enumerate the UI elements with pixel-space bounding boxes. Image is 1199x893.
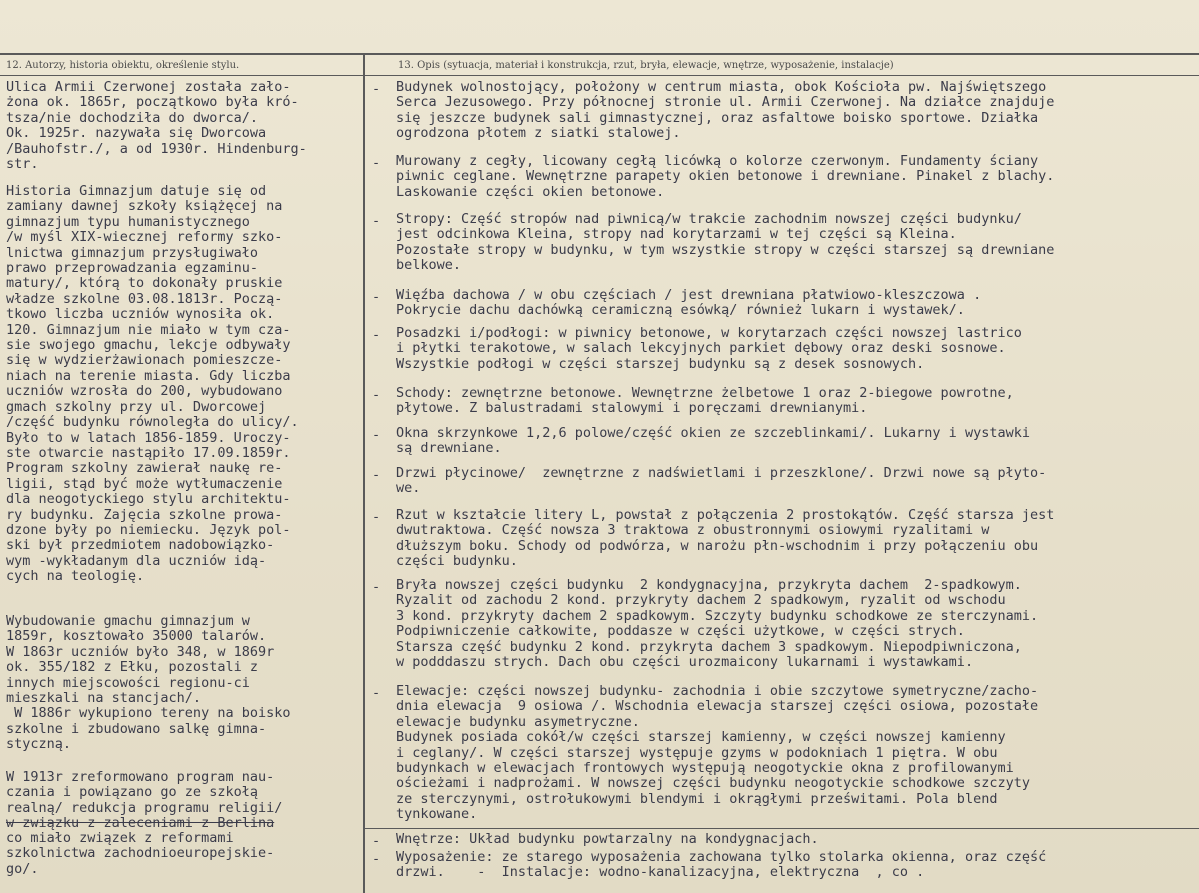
history-gymnasium-paragraph: Historia Gimnazjum datuje się od zamiany dawnej szkoły książęcej na gimnazjum typu humanistycznego /w myśl XIX-wiecznej reformy szko- lnictwa gimnazjum przysługiwało prawo przeprowadzania egzaminu- matury/, którą to dokonały pruskie władze szkolne 03.08.1813r. Począ- tkowo liczba uczniów wynosiła ok. 120. Gimnazjum nie miało w tym cza- sie swojego gmachu, lekcje odbywały się w wydzierżawionach pomieszcze- niach na terenie miasta. Gdy liczba uczniów wzrosła do 200, wybudowano gmach szkolny przy ul. Dworcowej /część budynku równoległa do ulicy/. Było to w latach 1856-1859. Uroczy- ste otwarcie nastąpiło 17.09.1859r. Program szkolny zawierał naukę re- ligii, stąd być może wytłumaczenie dla neogotyckiego stylu architektu- ry budynku. Zajęcia szkolne prowa- dzone były po niemiecku. Język pol- ski był przedmiotem nadobowiązko- wym -wykładanym dla uczniów idą- cych na teologię. [6,183,299,585]
bottom-rule [365,828,1199,829]
bullet-dash: - [372,213,381,229]
description-location: Budynek wolnostojący, położony w centrum miasta, obok Kościoła pw. Najświętszego Serca Jezusowego. Przy północnej stronie ul. Armii Czerwonej. Na działce znajduje się jeszcze budynek sali gimnastycznej, oraz asfaltowe boisko sportowe. Działka ogrodzona płotem z siatki stalowej. [396,79,1055,142]
description-interior: Wnętrze: Układ budynku powtarzalny na kondygnacjach. [396,831,819,847]
history-reform-paragraph: W 1913r zreformowano program nau- czania i powiązano go ze szkołą realną/ redukcja programu religii/ [6,769,283,816]
bullet-dash: - [372,467,381,483]
right-column-header: 13. Opis (sytuacja, materiał i konstrukcja, rzut, bryła, elewacje, wnętrze, wyposażenie, instalacje) [398,60,894,71]
description-massing: Bryła nowszej części budynku 2 kondygnacyjna, przykryta dachem 2-spadkowym. Ryzalit od zachodu 2 kond. przykryty dachem 2 spadkowym, ryzalit od wschodu 3 kond. przykryty dachem 2 spadkowym. Szczyty budynku schodkowe ze sterczynami. Podpiwniczenie całkowite, poddasze w części użytkowe, w części strych. Starsza część budynku 2 kond. przykryta dachem 3 spadkowym. Niepodpiwniczona, w podddaszu strych. Dach obu części urozmaicony lukarnami i wystawkami. [396,577,1039,671]
description-ceilings: Stropy: Część stropów nad piwnicą/w trakcie zachodnim nowszej części budynku/ jest odcinkowa Kleina, stropy nad korytarzami w tej części są Kleina. Pozostałe stropy w budynku, w tym wszystkie stropy w części starszej są drewniane belkowe. [396,211,1055,274]
bullet-dash: - [372,289,381,305]
description-roof: Więźba dachowa / w obu częściach / jest drewniana płatwiowo-kleszczowa . Pokrycie dachu dachówką ceramiczną esówką/ również lukarn i wystawek/. [396,287,982,319]
history-street-paragraph: Ulica Armii Czerwonej została zało- żona ok. 1865r, początkowo była kró- tsza/nie dochodziła do dworca/. Ok. 1925r. nazywała się Dworcowa /Bauhofstr./, a od 1930r. Hindenburg- str. [6,79,307,173]
bullet-dash: - [372,387,381,403]
bullet-dash: - [372,327,381,343]
bullet-dash: - [372,833,381,849]
description-fittings-installations: Wyposażenie: ze starego wyposażenia zachowana tylko stolarka okienna, oraz część drzwi. - Instalacje: wodno-kanalizacyjna, elektryczna , co . [396,849,1047,881]
description-floors: Posadzki i/podłogi: w piwnicy betonowe, w korytarzach części nowszej lastrico i płytki terakotowe, w salach lekcyjnych parkiet dębowy oraz deski sosnowe. Wszystkie podłogi w części starszej budynku są z desek sosnowych. [396,325,1022,372]
bullet-dash: - [372,579,381,595]
bullet-dash: - [372,685,381,701]
column-divider [363,55,365,893]
description-materials: Murowany z cegły, licowany cegłą licówką o kolorze czerwonym. Fundamenty ściany piwnic ceglane. Wewnętrzne parapety okien betonowe i drewniane. Pinakel z blachy. Laskowanie części okien betonowe. [396,153,1055,200]
header-rule [0,75,1199,76]
description-stairs: Schody: zewnętrzne betonowe. Wewnętrzne żelbetowe 1 oraz 2-biegowe powrotne, płytowe. Z balustradami stalowymi i poręczami drewnianymi. [396,385,1014,417]
left-column-header: 12. Autorzy, historia obiektu, określenie stylu. [6,60,240,71]
history-building-paragraph: Wybudowanie gmachu gimnazjum w 1859r, kosztowało 35000 talarów. W 1863r uczniów było 348, w 1869r ok. 355/182 z Ełku, pozostali z innych miejscowości regionu-ci mieszkali na stancjach/. W 1886r wykupiono tereny na boisko szkolne i zbudowano salkę gimna- styczną. [6,613,291,753]
description-windows: Okna skrzynkowe 1,2,6 polowe/część okien ze szczeblinkami/. Lukarny i wystawki są drewniane. [396,425,1030,457]
bullet-dash: - [372,851,381,867]
description-elevations: Elewacje: części nowszej budynku- zachodnia i obie szczytowe symetryczne/zacho- dnia elewacja 9 osiowa /. Wschodnia elewacja starszej części osiowa, pozostałe elewacje budynku asymetryczne. Budynek posiada cokół/w części starszej kamienny, w części nowszej kamienny i ceglany/. W części starszej występuje gzyms w podokniach 1 piętra. W obu budynkach w elewacjach frontowych występują neogotyckie okna z profilowanymi ościeżami i nadprożami. W nowszej części budynku neogotyckie schodkowe szczyty ze sterczynymi, ostrołukowymi blendymi i okrągłymi prześwitami. Pola blend tynkowane. [396,683,1039,823]
history-struck-line: w związku z zaleceniami z Berlina [6,815,275,831]
bullet-dash: - [372,81,381,97]
description-doors: Drzwi płycinowe/ zewnętrzne z nadświetlami i przeszklone/. Drzwi nowe są płyto- we. [396,465,1047,497]
description-plan: Rzut w kształcie litery L, powstał z połączenia 2 prostokątów. Część starsza jest dwutraktowa. Część nowsza 3 traktowa z obustronnymi osiowymi ryzalitami w dłuższym boku. Schody od podwórza, w narożu płn-wschodnim i przy połączeniu obu części budynku. [396,507,1055,570]
bullet-dash: - [372,155,381,171]
history-reform-ending: co miało związek z reformami szkolnictwa zachodnioeuropejskie- go/. [6,830,275,877]
bullet-dash: - [372,509,381,525]
top-rule [0,53,1199,55]
bullet-dash: - [372,427,381,443]
